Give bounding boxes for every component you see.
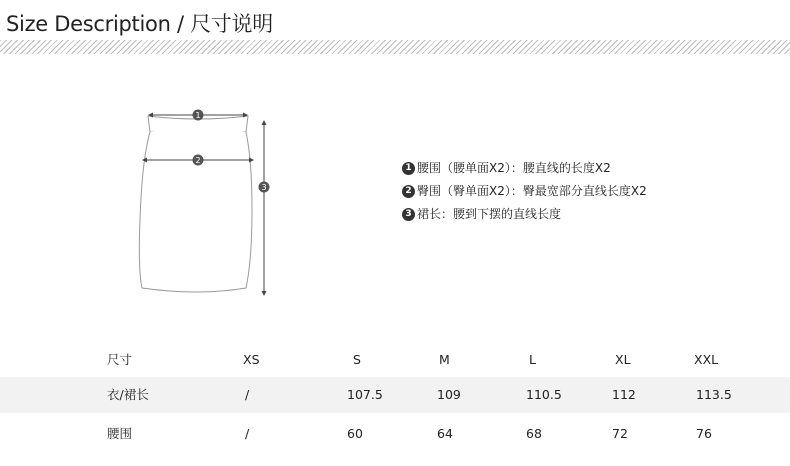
legend-item	[402, 207, 647, 230]
header-cell-xl: XL	[615, 352, 631, 367]
page-title: Size Description / 尺寸说明	[6, 12, 273, 36]
legend-text: 裙长：腰到下摆的直线长度	[417, 207, 562, 221]
table-cell: 64	[437, 426, 453, 441]
size-table-header	[0, 342, 790, 378]
length-measure-line	[259, 120, 270, 296]
marker-2-label: 2	[195, 156, 201, 165]
legend-item	[402, 184, 647, 207]
legend-text: 腰围（腰单面X2）：腰直线的长度X2	[417, 161, 611, 175]
row-label: 衣/裙长	[107, 387, 149, 402]
measurement-legend	[402, 161, 647, 230]
table-cell: 113.5	[696, 387, 732, 402]
row-label: 腰围	[107, 426, 133, 441]
table-cell: 60	[347, 426, 363, 441]
table-cell: 76	[696, 426, 712, 441]
header-cell-s: S	[353, 352, 361, 367]
table-cell: /	[245, 426, 250, 441]
number-badge: 1	[402, 162, 415, 175]
table-cell: 68	[526, 426, 542, 441]
table-cell: 110.5	[526, 387, 562, 402]
header-cell-xs: XS	[243, 352, 260, 367]
table-row	[0, 377, 790, 413]
table-cell: 72	[612, 426, 628, 441]
header-cell-m: M	[439, 352, 450, 367]
header-cell-l: L	[529, 352, 536, 367]
table-cell: 107.5	[347, 387, 383, 402]
legend-text: 臀围（臀单面X2）：臀最宽部分直线长度X2	[417, 184, 647, 198]
header-cell-xxl: XXL	[694, 352, 719, 367]
legend-item	[402, 161, 647, 184]
header-cell-size: 尺寸	[107, 352, 133, 367]
number-badge: 2	[402, 185, 415, 198]
marker-1-label: 1	[195, 111, 201, 120]
number-badge: 3	[402, 208, 415, 221]
table-cell: 109	[437, 387, 461, 402]
marker-3-label: 3	[261, 183, 267, 192]
title-divider	[0, 40, 790, 54]
table-cell: /	[245, 387, 250, 402]
skirt-diagram	[118, 100, 288, 300]
table-row	[0, 416, 790, 452]
table-cell: 112	[612, 387, 636, 402]
